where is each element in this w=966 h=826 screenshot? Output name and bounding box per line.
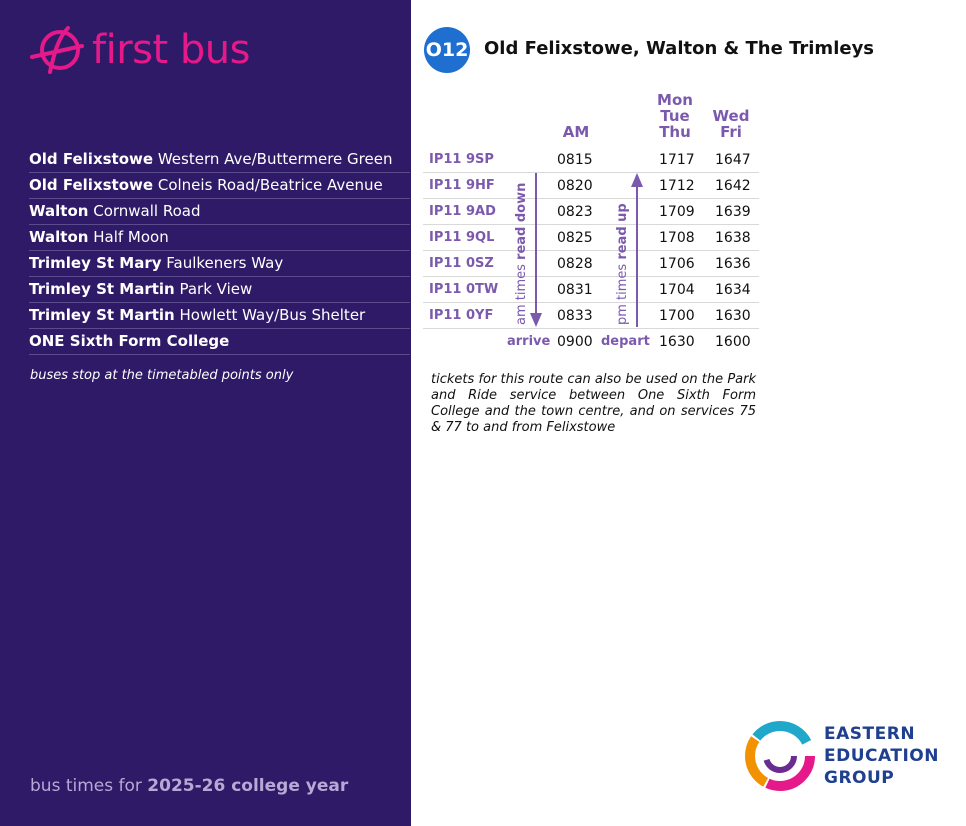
header-day: Wed: [712, 107, 750, 125]
ticket-note: tickets for this route can also be used on the Park and Ride service between One Sixth Form College and the town centre, and on services 75 & 77 to and from Felixstowe: [431, 372, 756, 435]
wed-fri-time: 1638: [715, 230, 751, 246]
stop-detail: Western Ave/Buttermere Green: [157, 150, 393, 168]
stop-row: [29, 225, 410, 251]
footer-year: 2025-26 college year: [147, 776, 349, 796]
wed-fri-time: 1647: [715, 152, 751, 168]
stop-detail: Howlett Way/Bus Shelter: [179, 306, 366, 324]
wed-fri-time: 1636: [715, 256, 751, 272]
stop-place: ONE Sixth Form College: [29, 332, 230, 350]
am-time: 0823: [557, 204, 593, 220]
route-title: Old Felixstowe, Walton & The Trimleys: [484, 38, 875, 59]
wed-fri-time: 1639: [715, 204, 751, 220]
stop-place: Old Felixstowe: [29, 176, 154, 194]
eeg-wordmark: [824, 723, 939, 789]
am-read-down-label: [514, 183, 529, 325]
am-time: 0828: [557, 256, 593, 272]
stop-place: Old Felixstowe: [29, 150, 154, 168]
mon-tue-thu-time: 1700: [659, 308, 695, 324]
mon-tue-thu-time: 1712: [659, 178, 695, 194]
read-up-arrow-icon: [631, 173, 643, 327]
arrive-label: arrive: [507, 334, 551, 349]
first-bus-logo-icon: [28, 24, 86, 76]
postcode: IP11 0TW: [429, 282, 499, 297]
header-day: Tue: [660, 107, 690, 125]
read-down-arrow-icon: [530, 173, 542, 327]
am-time: 0815: [557, 152, 593, 168]
stop-detail: Cornwall Road: [93, 202, 201, 220]
wed-fri-time: 1630: [715, 308, 751, 324]
mon-tue-thu-time: 1709: [659, 204, 695, 220]
postcode: IP11 9SP: [429, 152, 494, 167]
postcode: IP11 9QL: [429, 230, 495, 245]
stop-row: [29, 199, 410, 225]
mon-tue-thu-time: 1706: [659, 256, 695, 272]
am-time: 0825: [557, 230, 593, 246]
eeg-line: GROUP: [824, 768, 895, 788]
stop-detail: Park View: [179, 280, 253, 298]
read-up-text: read up: [615, 203, 630, 260]
stop-place: Trimley St Martin: [29, 306, 175, 324]
stop-detail: Colneis Road/Beatrice Avenue: [157, 176, 383, 194]
postcode: IP11 9AD: [429, 204, 496, 219]
stop-place: Trimley St Martin: [29, 280, 175, 298]
am-time: 0831: [557, 282, 593, 298]
pm-times-text: pm times: [615, 259, 630, 325]
wed-fri-time: 1634: [715, 282, 751, 298]
stop-place: Trimley St Mary: [29, 254, 162, 272]
header-day: Fri: [720, 123, 742, 141]
mon-tue-thu-time: 1630: [659, 334, 695, 350]
stop-row: [29, 251, 410, 277]
am-time: 0820: [557, 178, 593, 194]
wed-fri-time: 1600: [715, 334, 751, 350]
first-bus-logo: [28, 24, 250, 76]
postcode: IP11 0SZ: [429, 256, 494, 271]
route-number-badge: O12: [424, 27, 470, 73]
logo-text: first bus: [92, 27, 250, 73]
left-panel: [0, 0, 411, 826]
footer-prefix: bus times for: [30, 776, 148, 796]
mon-tue-thu-time: 1704: [659, 282, 695, 298]
depart-label: depart: [601, 334, 650, 349]
postcode: IP11 9HF: [429, 178, 495, 193]
mon-tue-thu-time: 1708: [659, 230, 695, 246]
eeg-line: EDUCATION: [824, 746, 939, 766]
am-time: 0833: [557, 308, 593, 324]
header-day: Thu: [659, 123, 691, 141]
timetabled-points-note: buses stop at the timetabled points only: [30, 368, 294, 383]
stop-row: [29, 277, 410, 303]
stop-place: Walton: [29, 202, 89, 220]
stop-place: Walton: [29, 228, 89, 246]
am-time: 0900: [557, 334, 593, 350]
pm-read-up-label: [615, 203, 630, 325]
am-header: AM: [562, 123, 590, 141]
eastern-education-group-logo: [744, 720, 939, 792]
stop-row: [29, 303, 410, 329]
stop-detail: Half Moon: [93, 228, 169, 246]
eeg-swirl-icon: [744, 720, 816, 792]
college-year-footer: [30, 776, 348, 796]
postcode: IP11 0YF: [429, 308, 494, 323]
mon-tue-thu-header: [652, 92, 698, 140]
stop-row: [29, 173, 410, 199]
header-day: Mon: [657, 91, 693, 109]
stop-detail: Faulkeners Way: [166, 254, 284, 272]
stop-row: [29, 329, 410, 355]
am-times-text: am times: [514, 259, 529, 325]
stop-row: [29, 147, 410, 173]
read-down-text: read down: [514, 182, 529, 260]
wed-fri-time: 1642: [715, 178, 751, 194]
mon-tue-thu-time: 1717: [659, 152, 695, 168]
wed-fri-header: [708, 108, 754, 140]
eeg-line: EASTERN: [824, 724, 916, 744]
